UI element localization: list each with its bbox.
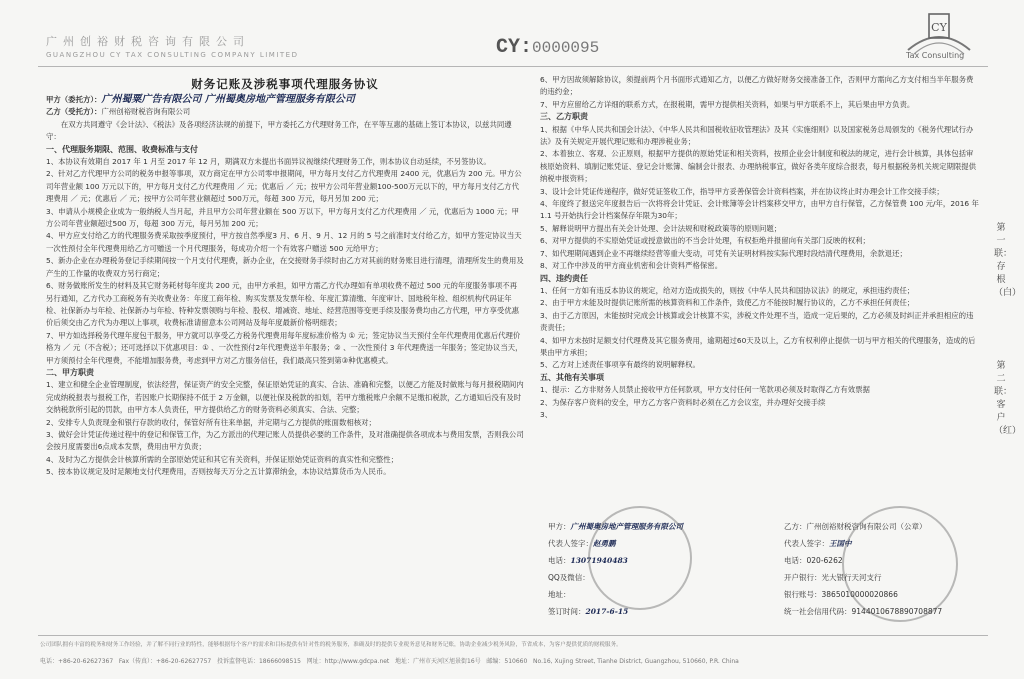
sign-b-phone-line: 电话：020-6262	[784, 556, 843, 565]
company-name-en: GUANGZHOU CY TAX CONSULTING COMPANY LIMITED	[46, 51, 299, 59]
logo-mark: CY	[931, 21, 947, 34]
section-4-items	[540, 285, 980, 372]
left-column	[46, 74, 524, 479]
party-b-name: 广州创裕财税咨询有限公司	[101, 107, 191, 117]
clause-item: 5、按本协议规定及时足额地支付代理费用，否则按每天万分之五计算滞纳金，本协议结算货币为人民币。	[46, 467, 391, 477]
clause-item: 6、对甲方提供的不实原始凭证或授意做出的不当会计处理，有权拒绝并报留向有关部门反映的权利；	[540, 236, 870, 246]
section-2-heading: 二、甲方职责	[46, 367, 94, 377]
serial-number	[496, 36, 599, 59]
section-2-items	[46, 379, 524, 478]
clause-item: 1、建立和健全企业管理制度，依法经营，保证资产的安全完整，保证原始凭证的真实、合法、准确和完整，以便乙方能及时做账与每月报税期间内完成纳税报表与报税工作，若因账户长期保持不低于 2 万金额，以便社保及税款的扣划，若甲方缴税账户余额不足缴扣税款，乙方通知后没有及时交纳税款所引起的罚款，由甲方本人负责任，甲方提供给乙方的财务资料必须真实、合法、完整；	[46, 380, 524, 415]
section-3-items	[540, 124, 980, 273]
clause-item: 5、新办企业在办理税务登记手续期间按一个月支付代理费，新办企业，在交接财务手续时由乙方对其前的财务账目进行清理，清理所发生的费用及产生的工作量的收费双方另行商定；	[46, 256, 524, 278]
party-a-seal	[588, 506, 692, 610]
clause-item: 1、任何一方如有违反本协议的规定，给对方造成损失的，则按《中华人民共和国协议法》的规定，承担违约责任；	[540, 285, 915, 295]
clause-item: 5、乙方对上述责任事项享有最终的说明解释权。	[540, 360, 700, 370]
clause-item: 2、安排专人负责现金和银行存款的收付，保管好所有往来单据，并定期与乙方提供的账面数相核对；	[46, 417, 376, 427]
clause-item: 4、甲方应支付给乙方的代理服务费采取按季度预付，甲方按自然季度3 月、6 月、9 月、12 月的 5 号之前准时支付给乙方，如甲方签定协议当天一次性预付全年代理费用给乙方可赠送一个月代理服务，每成功介绍一个有效客户赠送 500 元给甲方；	[46, 231, 522, 253]
logo-caption: Tax Consulting	[906, 51, 965, 60]
clause-item: 2、由于甲方未能及时提供记账所需的核算资料和工作条件，致使乙方不能按时履行协议的，乙方不承担任何责任；	[540, 298, 915, 308]
right-column	[540, 74, 980, 421]
footer-divider	[38, 635, 988, 636]
sign-a-address-line: 地址：	[548, 590, 571, 599]
copy-label-second: 第二联：客户（红）	[994, 361, 1022, 436]
section-4-heading: 四、违约责任	[540, 273, 588, 283]
section-3-heading: 三、乙方职责	[540, 112, 588, 122]
section-5-heading: 五、其他有关事项	[540, 372, 604, 382]
section-2-continued	[540, 74, 980, 111]
footer-web: 网址：http://www.gdcpa.net	[306, 658, 390, 665]
clause-item: 2、针对乙方代理甲方公司的税务申报等事项，双方商定在甲方公司零申报期间，甲方每月支付乙方代理费用 2400 元，优惠后为 200 元。甲方公司年营业额 100 万元以下的，甲方每月支付乙方代理费用 ／ 元；优惠后 ／ 元；按甲方公司年营业额100-500万元以下的，甲方每月支付乙方代理费用 ／ 元；优惠后 ／ 元；按甲方公司年营业额超过 500万元，每超 300 万元，每月另加 200 元；	[46, 169, 522, 204]
serial-digits: 0000095	[532, 39, 600, 57]
clause-item: 4、年度终了报送完年度报告后一次将将会计凭证、会计账簿等会计档案移交甲方，由甲方自行保管，乙方保管费 100 元/年，2016 年 1.1 号开始执行会计档案保存年限为30年；	[540, 199, 979, 221]
sign-a-date-line: 签订时间：2017-6-15	[548, 607, 629, 616]
serial-prefix: CY:	[496, 36, 533, 59]
sign-a-name-line: 甲方：广州蜀奥房地产管理服务有限公司	[548, 522, 683, 531]
clause-item: 3、	[540, 409, 553, 419]
footer-fax: Fax（传真）：+86-20-62627757	[118, 658, 212, 665]
company-name-cn: 广州创裕财税咨询有限公司	[46, 35, 250, 48]
section-5-items	[540, 384, 980, 421]
sign-a-qq-line: QQ及微信：	[548, 573, 590, 582]
clause-item: 7、甲方如选择税务代理年度包干服务，甲方就可以享受乙方税务代理费用每年度标准价格为 ① 元；签定协议当天预付全年代理费用优惠后代理价格为 ／ 元（不含税）；还可选择以下优惠项目：① 、一次性预付2年代理费送半年服务；② 、一次性预付 3 年代理费送一年服务；签定协议当天，甲方须预付全年代理费，不能增加服务费，考虑到甲方对乙方服务信任，我们最高只签到第③种优惠模式。	[46, 330, 523, 365]
footer-tel: 电话：+86-20-62627367	[40, 658, 114, 665]
party-a-name: 广州蜀粟广告有限公司 广州蜀奥房地产管理服务有限公司	[101, 94, 355, 105]
footer-postcode: 邮编：510660	[486, 658, 528, 665]
clause-item: 5、解释说明甲方提出有关会计处理、会计法规和财税政策等的原则问题；	[540, 223, 782, 233]
clause-item: 1、提示：乙方非财务人员禁止接收甲方任何款项，甲方支付任何一笔款项必须及时取得乙方有效票据	[540, 385, 870, 395]
clause-item: 3、设计会计凭证传递程序，做好凭证签收工作，指导甲方妥善保管会计资料档案，并在协议终止时办理会计工作交接手续；	[540, 186, 944, 196]
sign-a-rep-line: 代表人签字：赵勇鹏	[548, 539, 616, 548]
clause-item: 3、由于乙方原因，未能按时完成会计核算或会计核算不实，涉税文件处理不当，造成一定后果的，乙方必须及时纠正并承担相应的违责责任；	[540, 310, 974, 333]
footer-slogan: 公司团队拥有丰富的税务和财务工作经验，并了解不同行业的特性，能够根据每个客户的需求和目标提供有针对性的税务服务，准确及时的提供专业税务意见和财务记账，协助企业减少税务风险，节省成本，为客户提供优质的财税服务。	[40, 642, 622, 648]
clause-item: 4、如甲方未按时足额支付代理费及其它服务费用，逾期超过60天及以上，乙方有权利停止提供一切与甲方相关的代理服务，造成的后果由甲方承担；	[540, 335, 976, 357]
clause-item: 7、如代理期间遇到企业不再继续经营等重大变动，可凭有关证明材料按实际代理时段结清代理费用，余款退还；	[540, 248, 907, 258]
sign-b-name-line: 乙方：广州创裕财税咨询有限公司（公章）	[784, 522, 927, 531]
clause-item: 8、对工作中涉及的甲方商业机密和会计资料严格保密。	[540, 261, 723, 271]
sign-b-account-line: 银行账号：3865010000020866	[784, 590, 898, 599]
sign-b-bank-line: 开户银行：光大银行天河支行	[784, 573, 882, 582]
sign-b-rep-line: 代表人签字：王国中	[784, 539, 852, 548]
sign-b-credit-line: 统一社会信用代码：9144010678890708877	[784, 607, 943, 616]
intro-paragraph: 在双方共同遵守《会计法》、《税法》及各项经济法规的前提下，甲方委托乙方代理财务工作，在平等互惠的基础上签订本协议，以兹共同遵守：	[46, 119, 512, 142]
clause-item: 3、做好会计凭证传递过程中的登记和保管工作，为乙方派出的代理记账人员提供必要的工作条件，及对准确提供各项成本与费用发票，否则我公司会按月度需要出6点成本发票，费用由甲方负责；	[46, 429, 524, 452]
section-1-items	[46, 156, 524, 367]
clause-item: 7、甲方应留给乙方详细的联系方式，在报税期，需甲方提供相关资料，如果与甲方联系不上，其后果由甲方负责。	[540, 99, 915, 109]
footer-address-cn: 地址：广州市天河区旭景街16号	[395, 658, 481, 665]
section-1-heading: 一、代理服务期限、范围、收费标准与支付	[46, 144, 198, 154]
sign-a-phone-line: 电话：13071940483	[548, 556, 628, 565]
copy-label-first: 第一联：存根（白）	[994, 223, 1022, 298]
party-b-seal	[842, 506, 958, 622]
header-divider	[38, 66, 988, 67]
clause-item: 3、申请从小规模企业成为一般纳税人当月起，并且甲方公司年营业额在 500 万以下，甲方每月支付乙方代理费用 ／ 元，优惠后为 1000 元；甲方公司年营业额超过500 万，每超 300 万元，每月另加 200 元；	[46, 206, 519, 229]
clause-item: 6、甲方因故须解除协议，须提前两个月书面形式通知乙方，以便乙方做好财务交接准备工作，否则甲方需向乙方支付相当半年服务费的违约金；	[540, 75, 974, 97]
clause-item: 1、本协议有效期自 2017 年 1 月至 2017 年 12 月，期满双方未提出书面异议视继续代理财务工作，则本协议自动延续，不另签协议。	[46, 157, 491, 167]
clause-item: 6、财务做账所发生的材料及其它财务耗材每年度共 200 元，由甲方承担，如甲方需乙方代办理如有单项收费不超过 500 元的年度服务事项不再另行通知，乙方代办工商税务有关收费业务：年度工商年检、购买发票及发票年检、年度汇算清缴、年度审计、国地税年检、组织机构代码证年检、社保新办与年检、社保新办与年检、特种发票领购与年检、股权、增减资、地址、经营范围等变更手续及服务费均由乙方代理，甲方享受优惠价后须交由乙方代为办理以上事项，收费标准请留意本公司网站及每年度最新价格明细表；	[46, 281, 520, 328]
party-b-line: 乙方（受托方）：广州创裕财税咨询有限公司	[46, 107, 191, 117]
footer-contact	[40, 656, 980, 665]
footer-hotline: 投诉监督电话：18666098515	[216, 658, 301, 665]
party-a-line: 甲方（委托方）：广州蜀粟广告有限公司 广州蜀奥房地产管理服务有限公司	[46, 94, 355, 105]
clause-item: 2、本着独立、客观、公正原则，根据甲方提供的原始凭证和相关资料，按照企业会计制度和税法的规定，进行会计核算，具体包括审核原始资料、填制记账凭证、登记会计账簿、编制会计报表、办理纳税事宜，做好各类年度综合报表，每月根据税务机关规定期限提供纳税申报资料；	[540, 149, 977, 184]
contract-title: 财务记账及涉税事项代理服务协议	[191, 77, 379, 91]
footer-address-en: No.16, Xujing Street, Tianhe District, Guangzhou, 510660, P.R. China	[533, 658, 739, 665]
clause-item: 2、为保存客户资料的安全，甲方乙方客户资料时必须在乙方会议室，并办理好交接手续	[540, 397, 826, 407]
clause-item: 1、根据《中华人民共和国会计法》、《中华人民共和国税收征收管理法》及其《实施细则》以及国家税务总局颁发的《税务代理试行办法》及有关规定开展代理记账和办理涉税业务；	[540, 124, 974, 147]
clause-item: 4、及时为乙方提供会计核算所需的全部原始凭证和其它有关资料，并保证原始凭证资料的真实性和完整性；	[46, 454, 399, 464]
